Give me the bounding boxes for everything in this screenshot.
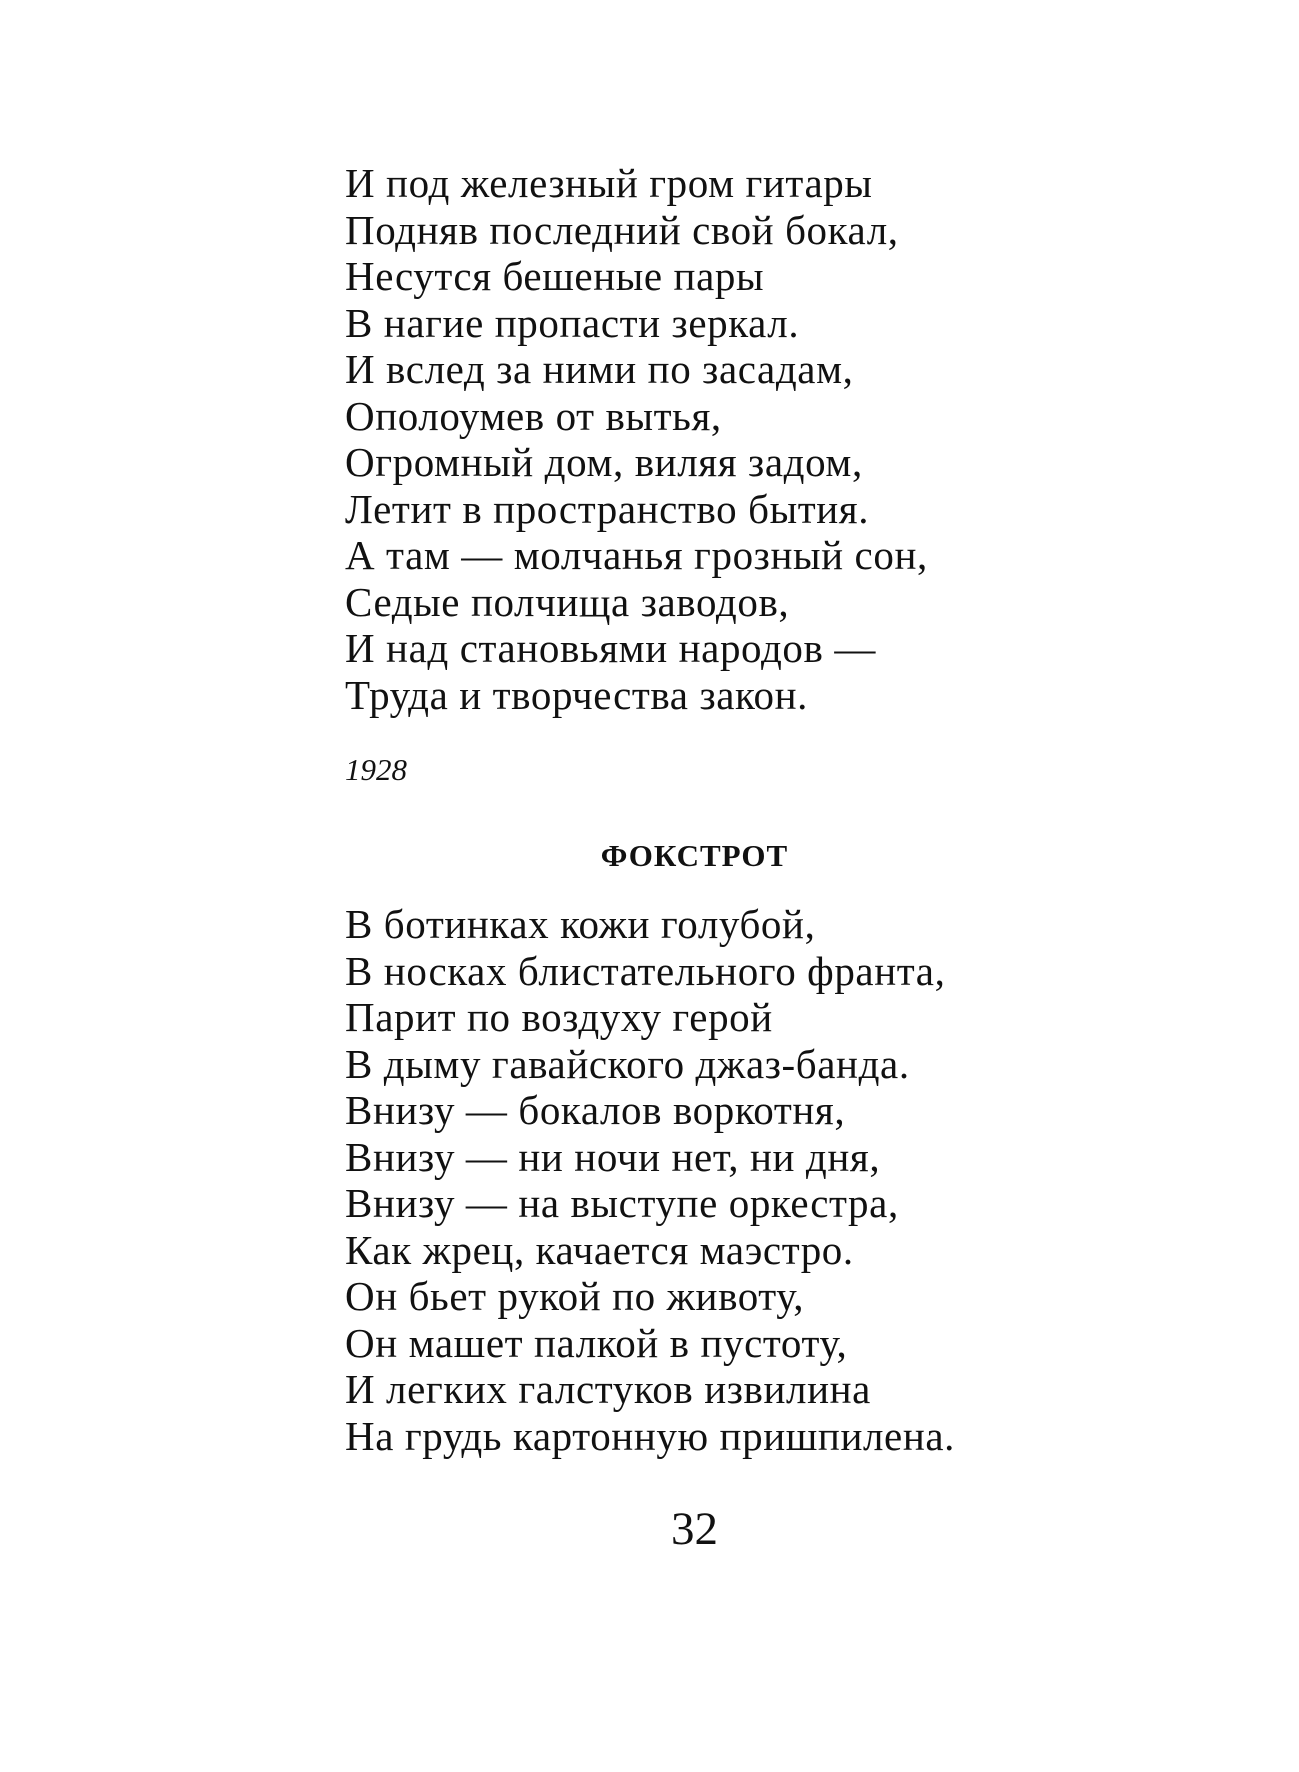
poem-date: 1928 — [345, 752, 407, 787]
verse-line: Внизу — бокалов воркотня, — [345, 1087, 846, 1133]
verse-line: Подняв последний свой бокал, — [345, 206, 899, 253]
verse-line: В ботинках кожи голубой, — [345, 901, 816, 947]
verse-line: Как жрец, качается маэстро. — [345, 1226, 854, 1273]
verse-line: И под железный гром гитары — [345, 160, 873, 206]
verse-line: И вслед за ними по засадам, — [345, 346, 854, 392]
verse-line: Труда и творчества закон. — [345, 671, 808, 718]
verse-line: А там — молчанья грозный сон, — [345, 532, 928, 578]
page-number: 32 — [671, 1503, 718, 1555]
verse-line: Седые полчища заводов, — [345, 578, 790, 625]
verse-line: В носках блистательного франта, — [345, 947, 946, 994]
verse-line: Внизу — на выступе оркестра, — [345, 1180, 899, 1226]
verse-line: Он машет палкой в пустоту, — [345, 1319, 848, 1366]
verse-line: Ополоумев от вытья, — [345, 392, 722, 439]
verse-line: Несутся бешеные пары — [345, 253, 765, 299]
poem-stanza — [345, 901, 955, 1459]
verse-line: В дыму гавайского джаз-банда. — [345, 1040, 910, 1087]
verse-line: И легких галстуков извилина — [345, 1366, 871, 1412]
poem-title: ФОКСТРОТ — [600, 838, 789, 873]
verse-line: Огромный дом, виляя задом, — [345, 439, 863, 485]
verse-line: Летит в пространство бытия. — [345, 485, 870, 532]
verse-line: Внизу — ни ночи нет, ни дня, — [345, 1133, 881, 1180]
verse-line: Парит по воздуху герой — [345, 994, 773, 1040]
poem-stanza — [345, 160, 928, 718]
verse-line: Он бьет рукой по животу, — [345, 1273, 805, 1319]
verse-line: И над становьями народов — — [345, 625, 876, 671]
verse-line: На грудь картонную пришпилена. — [345, 1412, 956, 1459]
verse-line: В нагие пропасти зеркал. — [345, 299, 800, 346]
